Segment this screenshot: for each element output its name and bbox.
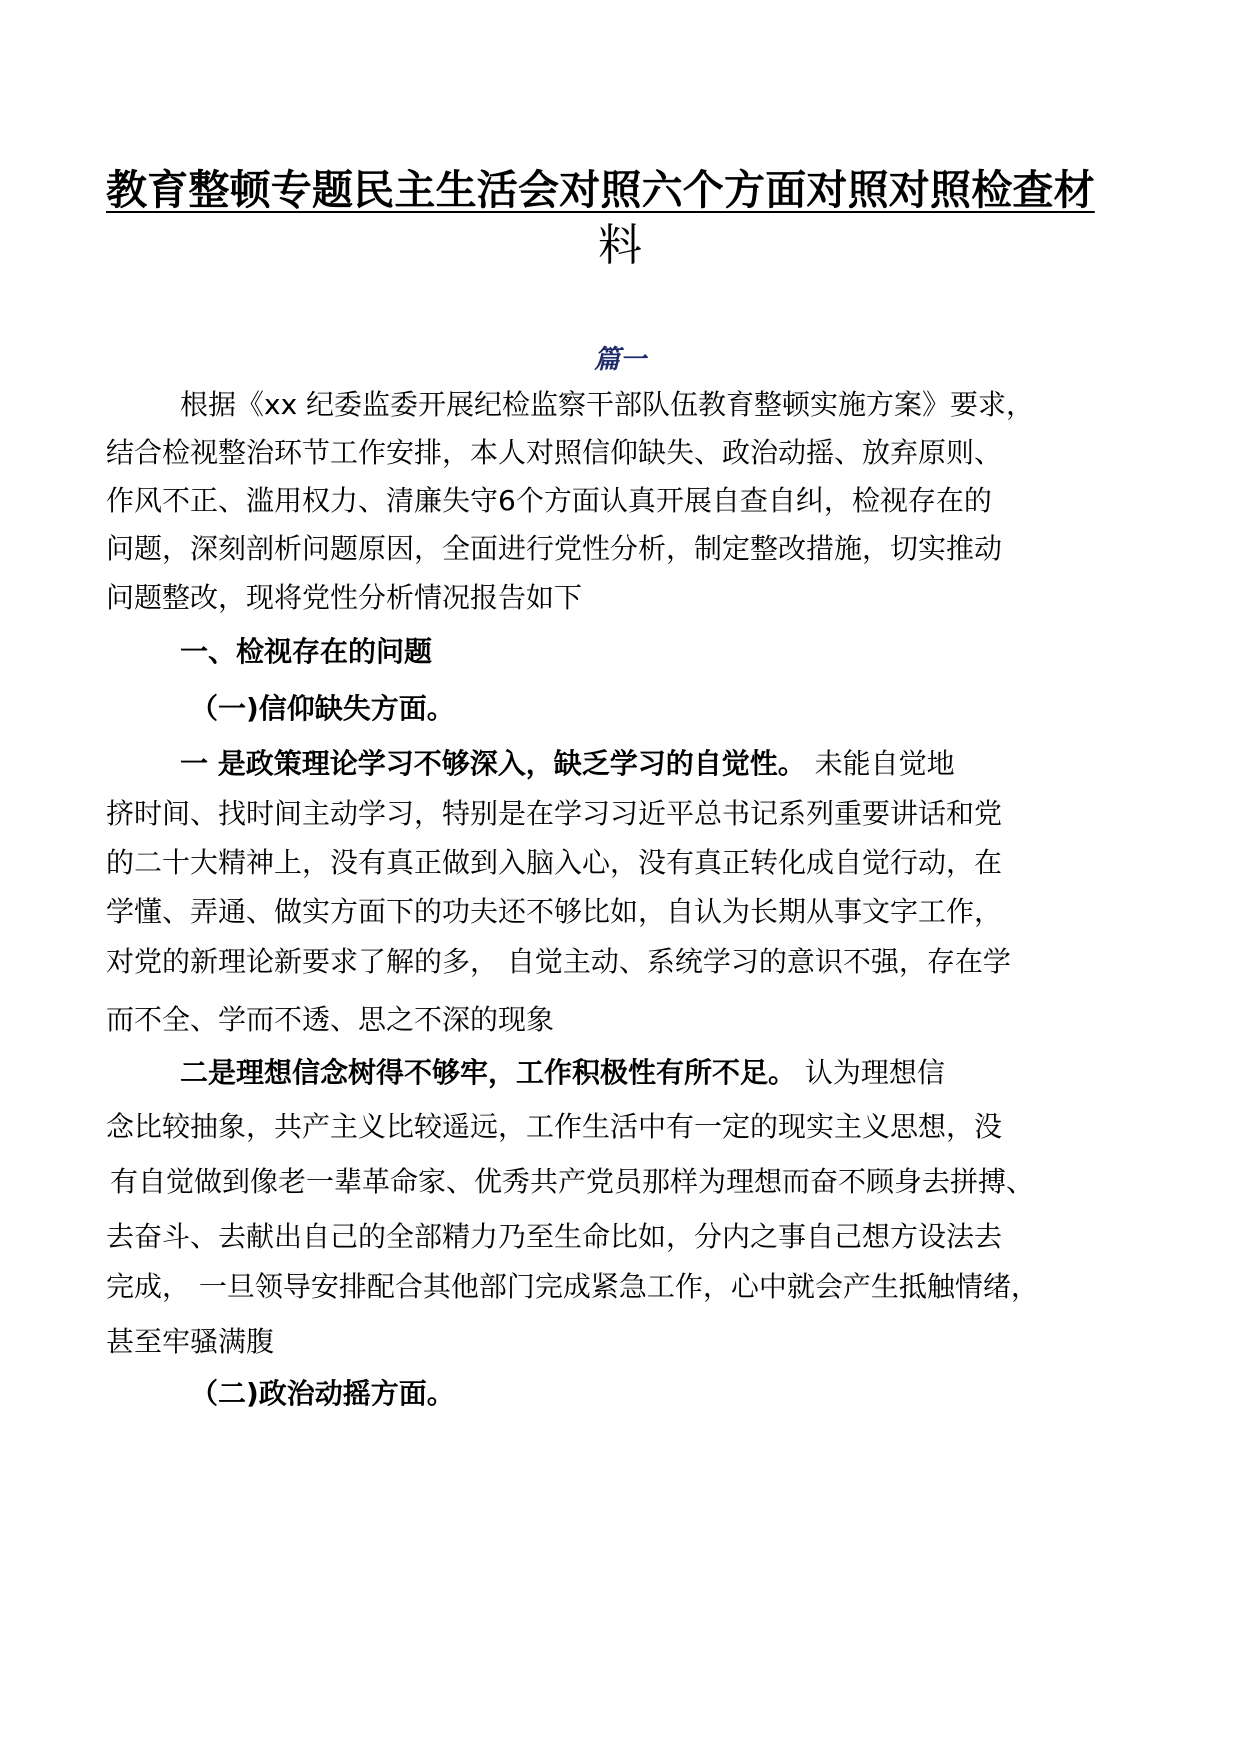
body-line: 挤时间、找时间主动学习，特别是在学习习近平总书记系列重要讲话和党 — [106, 797, 1003, 830]
paragraph-lead-bold: 一 是政策理论学习不够深入，缺乏学习的自觉性。 — [180, 747, 806, 780]
body-line: 对党的新理论新要求了解的多， 自觉主动、系统学习的意识不强，存在学 — [106, 945, 1011, 978]
intro-line: 作风不正、滥用权力、清廉失守6个方面认真开展自查自纠，检视存在的 — [106, 484, 992, 517]
body-line: 有自觉做到像老一辈革命家、优秀共产党员那样为理想而奋不顾身去拼搏、 — [110, 1165, 1035, 1198]
subsection-heading: （二)政治动摇方面。 — [190, 1377, 455, 1410]
body-line: 念比较抽象，共产主义比较遥远，工作生活中有一定的现实主义思想，没 — [106, 1110, 1003, 1143]
paragraph-lead-line — [180, 744, 955, 784]
document-title-line-1: 教育整顿专题民主生活会对照六个方面对照对照检查材 — [106, 166, 1095, 214]
intro-line: 结合检视整治环节工作安排，本人对照信仰缺失、政治动摇、放弃原则、 — [106, 436, 1003, 469]
section-label: 篇一 — [593, 345, 646, 375]
body-line: 学懂、弄通、做实方面下的功夫还不够比如，自认为长期从事文字工作， — [106, 895, 1003, 928]
subsection-heading: （一)信仰缺失方面。 — [190, 692, 455, 725]
intro-line: 根据《xx 纪委监委开展纪检监察干部队伍教育整顿实施方案》要求， — [180, 388, 1035, 421]
paragraph-lead-line — [180, 1053, 945, 1093]
body-line: 去奋斗、去献出自己的全部精力乃至生命比如，分内之事自己想方设法去 — [106, 1220, 1003, 1253]
paragraph-lead-bold: 二是理想信念树得不够牢，工作积极性有所不足。 — [180, 1056, 797, 1089]
body-line: 而不全、学而不透、思之不深的现象 — [106, 1003, 555, 1036]
body-line: 完成， 一旦领导安排配合其他部门完成紧急工作，心中就会产生抵触情绪， — [106, 1270, 1039, 1303]
body-line: 的二十大精神上，没有真正做到入脑入心，没有真正转化成自觉行动，在 — [106, 846, 1003, 879]
body-line: 甚至牢骚满腹 — [106, 1325, 275, 1358]
intro-line: 问题整改，现将党性分析情况报告如下 — [106, 581, 583, 614]
paragraph-lead-rest: 未能自觉地 — [805, 747, 955, 780]
section-heading: 一、检视存在的问题 — [180, 635, 433, 668]
paragraph-lead-rest: 认为理想信 — [796, 1056, 945, 1089]
document-title-line-2: 料 — [598, 220, 642, 271]
intro-line: 问题，深刻剖析问题原因，全面进行党性分析，制定整改措施，切实推动 — [106, 532, 1003, 565]
